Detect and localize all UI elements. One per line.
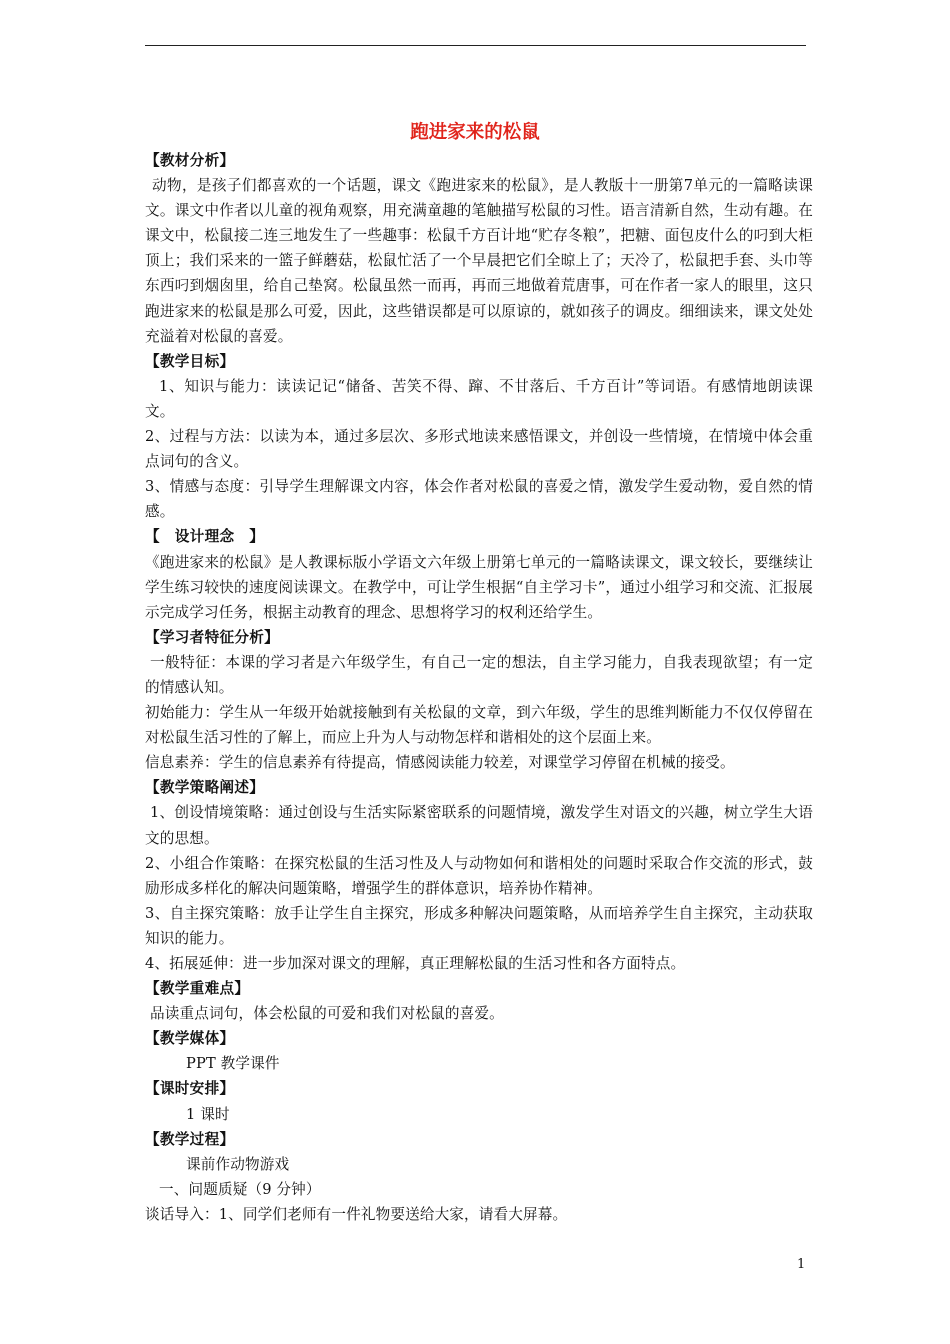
section-heading-design-concept: 【 设计理念 】 bbox=[145, 528, 265, 546]
paragraph-process-warmup: 课前作动物游戏 bbox=[186, 1155, 290, 1173]
section-heading-media: 【教学媒体】 bbox=[145, 1030, 235, 1048]
section-heading-teaching-goals: 【教学目标】 bbox=[145, 352, 235, 370]
document-body bbox=[145, 148, 813, 1227]
paragraph-design-concept: 《跑进家来的松鼠》是人教课标版小学语文六年级上册第七单元的一篇略读课文，课文较长，要继续让学生练习较快的速度阅读课文。在教学中，可让学生根据“自主学习卡”，通过小组学习和交流、汇报展示完成学习任务，根据主动教育的理念、思想将学习的权利还给学生。 bbox=[145, 553, 813, 621]
paragraph-process-intro: 谈话导入：1、同学们老师有一件礼物要送给大家，请看大屏幕。 bbox=[145, 1205, 568, 1223]
paragraph-media: PPT 教学课件 bbox=[186, 1055, 280, 1073]
section-heading-key-points: 【教学重难点】 bbox=[145, 980, 250, 998]
paragraph-goal-knowledge: 1、知识与能力：读读记记“储备、苦笑不得、蹿、不甘落后、千方百计”等词语。有感情地朗读课文。 bbox=[145, 377, 813, 420]
paragraph-process-step1: 一、问题质疑（9 分钟） bbox=[159, 1180, 321, 1198]
paragraph-strategy-2: 2、小组合作策略：在探究松鼠的生活习性及人与动物如何和谐相处的问题时采取合作交流的形式，鼓励形成多样化的解决问题策略，增强学生的群体意识，培养协作精神。 bbox=[145, 854, 813, 897]
section-heading-learner-analysis: 【学习者特征分析】 bbox=[145, 628, 280, 646]
section-heading-process: 【教学过程】 bbox=[145, 1130, 235, 1148]
paragraph-textbook-analysis: 动物，是孩子们都喜欢的一个话题，课文《跑进家来的松鼠》，是人教版十一册第7单元的一篇略读课文。课文中作者以儿童的视角观察，用充满童趣的笔触描写松鼠的习性。语言清新自然，生动有趣。在课文中，松鼠接二连三地发生了一些趣事：松鼠千方百计地“贮存冬粮”，把糖、面包皮什么的叼到大柜顶上；我们采来的一篮子鲜蘑菇，松鼠忙活了一个早晨把它们全晾上了；天冷了，松鼠把手套、头巾等东西叼到烟囱里，给自己垫窝。松鼠虽然一而再，再而三地做着荒唐事，可在作者一家人的眼里，这只跑进家来的松鼠是那么可爱，因此，这些错误都是可以原谅的，就如孩子的调皮。细细读来，课文处处充溢着对松鼠的喜爱。 bbox=[145, 177, 813, 345]
page-number: 1 bbox=[797, 1257, 806, 1272]
paragraph-strategy-3: 3、自主探究策略：放手让学生自主探究，形成多种解决问题策略，从而培养学生自主探究，主动获取知识的能力。 bbox=[145, 904, 813, 947]
paragraph-learner-initial: 初始能力：学生从一年级开始就接触到有关松鼠的文章，到六年级，学生的思维判断能力不仅仅停留在对松鼠生活习性的了解上，而应上升为人与动物怎样和谐相处的这个层面上来。 bbox=[145, 704, 813, 747]
document-title: 跑进家来的松鼠 bbox=[410, 122, 540, 143]
paragraph-strategy-4: 4、拓展延伸：进一步加深对课文的理解，真正理解松鼠的生活习性和各方面特点。 bbox=[145, 955, 686, 972]
section-heading-textbook-analysis: 【教材分析】 bbox=[145, 152, 235, 169]
section-heading-schedule: 【课时安排】 bbox=[145, 1080, 235, 1098]
paragraph-goal-process: 2、过程与方法：以读为本，通过多层次、多形式地读来感悟课文，并创设一些情境，在情境中体会重点词句的含义。 bbox=[145, 428, 813, 471]
paragraph-key-points: 品读重点词句，体会松鼠的可爱和我们对松鼠的喜爱。 bbox=[150, 1005, 504, 1023]
header-rule bbox=[145, 45, 806, 46]
paragraph-goal-emotion: 3、情感与态度：引导学生理解课文内容，体会作者对松鼠的喜爱之情，激发学生爱动物，爱自然的情感。 bbox=[145, 478, 813, 521]
paragraph-schedule: 1 课时 bbox=[186, 1105, 230, 1123]
section-heading-strategy: 【教学策略阐述】 bbox=[145, 779, 265, 797]
paragraph-strategy-1: 1、创设情境策略：通过创设与生活实际紧密联系的问题情境，激发学生对语文的兴趣，树立学生大语文的思想。 bbox=[145, 804, 813, 847]
paragraph-learner-general: 一般特征：本课的学习者是六年级学生，有自己一定的想法，自主学习能力，自我表现欲望；有一定的情感认知。 bbox=[145, 653, 813, 696]
paragraph-learner-info: 信息素养：学生的信息素养有待提高，情感阅读能力较差，对课堂学习停留在机械的接受。 bbox=[145, 754, 735, 772]
